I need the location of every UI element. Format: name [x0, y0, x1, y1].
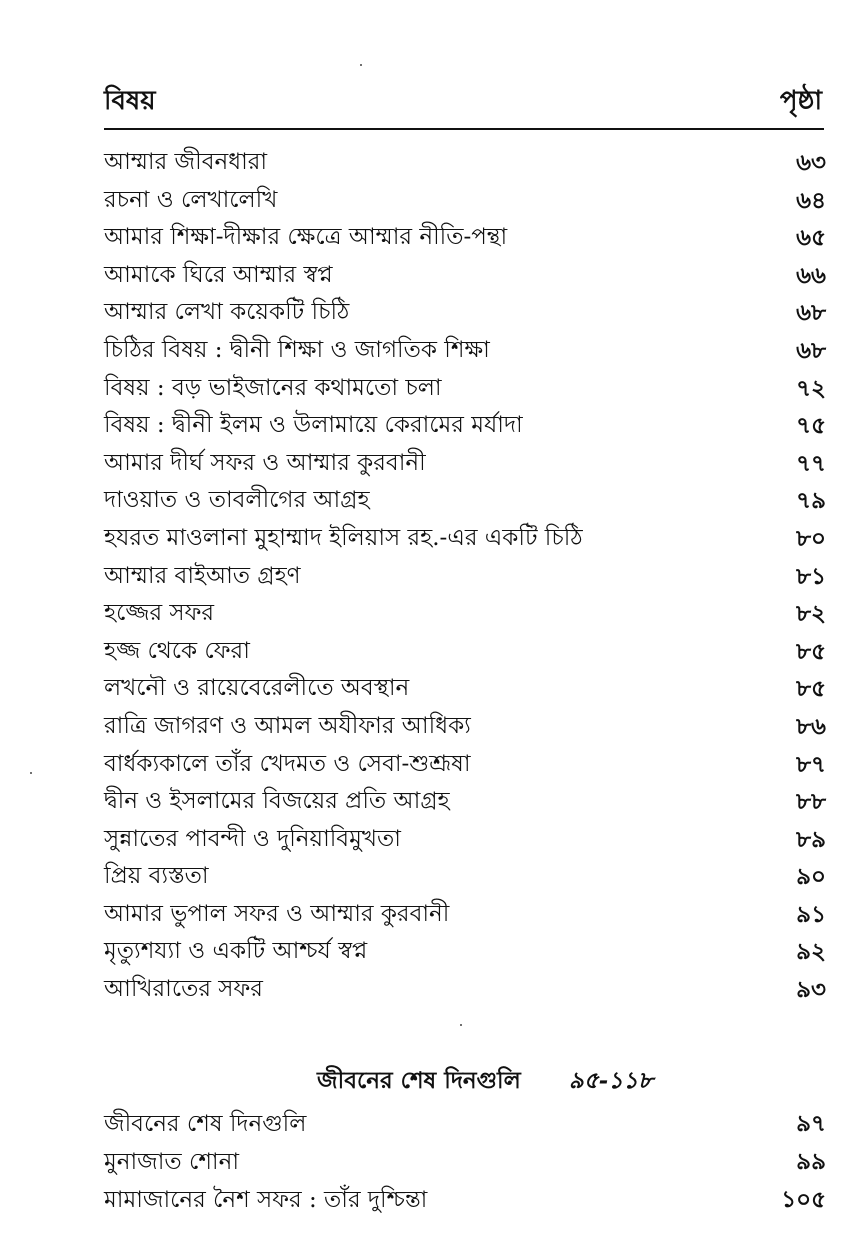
toc-entry-title: লখনৌ ও রায়েবেরেলীতে অবস্থান — [104, 675, 410, 702]
toc-entry-title: বিষয় : বড় ভাইজানের কথামতো চলা — [104, 374, 442, 401]
toc-entry — [104, 144, 826, 182]
toc-entry — [104, 558, 826, 596]
toc-entry — [104, 257, 826, 295]
toc-entry — [104, 1143, 826, 1181]
toc-entry — [104, 933, 826, 971]
print-speck — [460, 1024, 462, 1026]
toc-entry — [104, 407, 826, 445]
toc-entry-page: ৯৯ — [796, 1148, 826, 1175]
toc-entry-title: সুন্নাতের পাবন্দী ও দুনিয়াবিমুখতা — [104, 825, 401, 852]
toc-entry-title: বার্ধক্যকালে তাঁর খেদমত ও সেবা-শুশ্রূষা — [104, 750, 471, 777]
toc-entry-page: ৮৬ — [796, 712, 826, 740]
toc-entry-title: দ্বীন ও ইসলামের বিজয়ের প্রতি আগ্রহ — [104, 788, 450, 815]
toc-entry — [104, 670, 826, 708]
toc-entry — [104, 482, 826, 520]
toc-entry-page: ৭৫ — [796, 412, 826, 440]
toc-entry-title: দাওয়াত ও তাবলীগের আগ্রহ — [104, 487, 370, 514]
toc-entry-title: আখিরাতের সফর — [104, 976, 263, 1003]
toc-entry-page: ৮০ — [796, 524, 826, 552]
toc-entry-title: আম্মার জীবনধারা — [104, 149, 268, 175]
toc-entry — [104, 1105, 826, 1143]
toc-entry-page: ৬৮ — [796, 336, 826, 364]
toc-entry-page: ৯২ — [796, 938, 826, 966]
toc-entry-page: ৮১ — [796, 562, 826, 590]
toc-entry-title: আমার ভুপাল সফর ও আম্মার কুরবানী — [104, 900, 450, 927]
subject-heading: বিষয় — [104, 86, 156, 116]
toc-entry — [104, 896, 826, 934]
toc-entry — [104, 182, 826, 220]
toc-header — [104, 84, 824, 130]
toc-entry — [104, 821, 826, 859]
toc-entry-title: হজ্জের সফর — [104, 600, 215, 627]
toc-entry-page: ৯১ — [796, 900, 826, 928]
toc-entry-title: আমাকে ঘিরে আম্মার স্বপ্ন — [104, 261, 333, 288]
toc-list — [104, 144, 826, 1009]
toc-entry-page: ৯০ — [796, 863, 826, 891]
toc-entry-page: ৮২ — [796, 600, 826, 628]
toc-entry-page: ৮৮ — [796, 788, 826, 816]
toc-entry-page: ৮৭ — [796, 750, 826, 778]
toc-entry-title: চিঠির বিষয় : দ্বীনী শিক্ষা ও জাগতিক শিক্ষা — [104, 336, 490, 363]
page-heading: পৃষ্ঠা — [779, 86, 822, 116]
toc-entry — [104, 294, 826, 332]
toc-entry-title: প্রিয় ব্যস্ততা — [104, 863, 209, 890]
toc-entry — [104, 746, 826, 784]
toc-entry — [104, 332, 826, 370]
toc-entry-title: মুনাজাত শোনা — [104, 1149, 239, 1175]
toc-entry — [104, 370, 826, 408]
print-speck — [30, 772, 32, 774]
toc-entry — [104, 445, 826, 483]
toc-entry-page: ৬৮ — [796, 299, 826, 327]
toc-entry-title: আম্মার বাইআত গ্রহণ — [104, 562, 301, 589]
toc-entry-title: আম্মার লেখা কয়েকটি চিঠি — [104, 299, 350, 326]
toc-entry-page: ৬৩ — [796, 149, 826, 176]
toc-entry — [104, 1181, 826, 1219]
section-page-range: ৯৫-১১৮ — [568, 1067, 653, 1094]
toc-entry-page: ৬৪ — [796, 186, 826, 214]
toc-entry-title: হযরত মাওলানা মুহাম্মাদ ইলিয়াস রহ.-এর একটি চিঠি — [104, 524, 583, 551]
toc-entry-page: ১০৫ — [781, 1186, 826, 1213]
toc-entry-title: রাত্রি জাগরণ ও আমল অযীফার আধিক্য — [104, 712, 471, 739]
toc-entry-page: ৬৬ — [796, 261, 826, 289]
toc-entry-page: ৮৫ — [796, 675, 826, 703]
toc-entry-page: ৭৯ — [796, 487, 826, 515]
toc-entry — [104, 219, 826, 257]
toc-entry — [104, 783, 826, 821]
section-heading — [104, 1062, 826, 1102]
toc-entry-title: বিষয় : দ্বীনী ইলম ও উলামায়ে কেরামের মর্যাদা — [104, 412, 523, 439]
toc-entry-title: আমার দীর্ঘ সফর ও আম্মার কুরবানী — [104, 449, 426, 476]
toc-entry-page: ৭২ — [796, 374, 826, 402]
toc-entry — [104, 595, 826, 633]
toc-entry-page: ৮৫ — [796, 637, 826, 665]
section-toc-list — [104, 1105, 826, 1219]
toc-entry — [104, 520, 826, 558]
toc-entry-page: ৮৯ — [796, 825, 826, 853]
toc-entry — [104, 633, 826, 671]
toc-entry-title: জীবনের শেষ দিনগুলি — [104, 1111, 307, 1137]
toc-entry-title: আমার শিক্ষা-দীক্ষার ক্ষেত্রে আম্মার নীতি-পন্থা — [104, 224, 508, 251]
toc-entry-title: মামাজানের নৈশ সফর : তাঁর দুশ্চিন্তা — [104, 1187, 428, 1213]
print-speck — [360, 64, 362, 66]
section-title: জীবনের শেষ দিনগুলি — [317, 1067, 521, 1094]
toc-entry-page: ৯৩ — [796, 976, 826, 1004]
toc-entry — [104, 971, 826, 1009]
toc-entry-title: রচনা ও লেখালেখি — [104, 186, 278, 213]
toc-entry-page: ৭৭ — [796, 449, 826, 477]
toc-entry-page: ৯৭ — [796, 1110, 826, 1137]
toc-entry — [104, 858, 826, 896]
toc-entry-title: মৃত্যুশয্যা ও একটি আশ্চর্য স্বপ্ন — [104, 938, 368, 965]
toc-entry-page: ৬৫ — [796, 224, 826, 252]
toc-entry-title: হজ্জ থেকে ফেরা — [104, 637, 250, 664]
toc-entry — [104, 708, 826, 746]
